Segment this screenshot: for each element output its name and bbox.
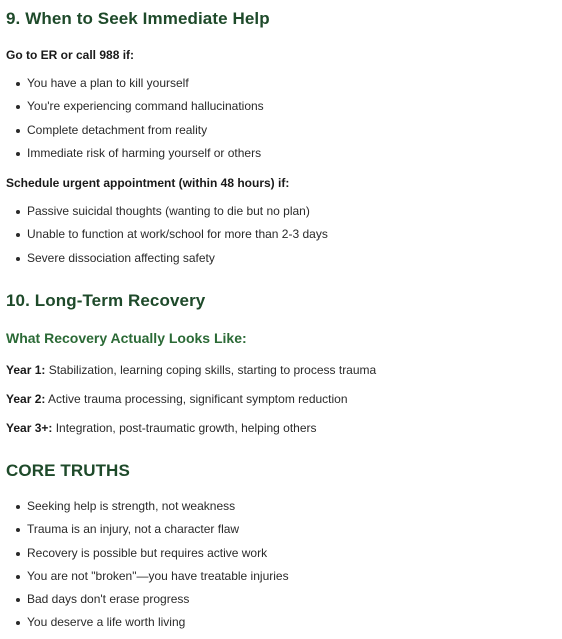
list-item: You have a plan to kill yourself (6, 76, 264, 90)
list-item: Bad days don't erase progress (6, 592, 289, 606)
list-item: Passive suicidal thoughts (wanting to die but no plan) (6, 204, 328, 218)
list-item: Unable to function at work/school for more than 2-3 days (6, 227, 328, 241)
urgent-appointment-list (6, 204, 328, 274)
year-text: Integration, post-traumatic growth, helping others (52, 421, 317, 435)
urgent-appointment-lead: Schedule urgent appointment (within 48 hours) if: (6, 176, 290, 190)
year-2-line (6, 392, 348, 406)
er-criteria-list (6, 76, 264, 169)
year-text: Stabilization, learning coping skills, starting to process trauma (45, 363, 377, 377)
er-criteria-lead: Go to ER or call 988 if: (6, 48, 135, 62)
section-10-heading: 10. Long-Term Recovery (6, 291, 206, 310)
section-9-heading: 9. When to Seek Immediate Help (6, 9, 270, 28)
list-item: You're experiencing command hallucinations (6, 99, 264, 113)
year-1-line (6, 363, 376, 377)
year-label: Year 1: (6, 363, 46, 377)
year-label: Year 2: (6, 392, 46, 406)
recovery-subheading: What Recovery Actually Looks Like: (6, 330, 247, 346)
year-3-line (6, 421, 317, 435)
list-item: You deserve a life worth living (6, 615, 289, 629)
core-truths-heading: CORE TRUTHS (6, 461, 130, 480)
list-item: Complete detachment from reality (6, 123, 264, 137)
list-item: Recovery is possible but requires active work (6, 546, 289, 560)
year-text: Active trauma processing, significant symptom reduction (45, 392, 348, 406)
core-truths-list (6, 499, 289, 639)
list-item: Severe dissociation affecting safety (6, 251, 328, 265)
list-item: Trauma is an injury, not a character flaw (6, 522, 289, 536)
year-label: Year 3+: (6, 421, 53, 435)
list-item: You are not "broken"—you have treatable injuries (6, 569, 289, 583)
list-item: Seeking help is strength, not weakness (6, 499, 289, 513)
list-item: Immediate risk of harming yourself or others (6, 146, 264, 160)
